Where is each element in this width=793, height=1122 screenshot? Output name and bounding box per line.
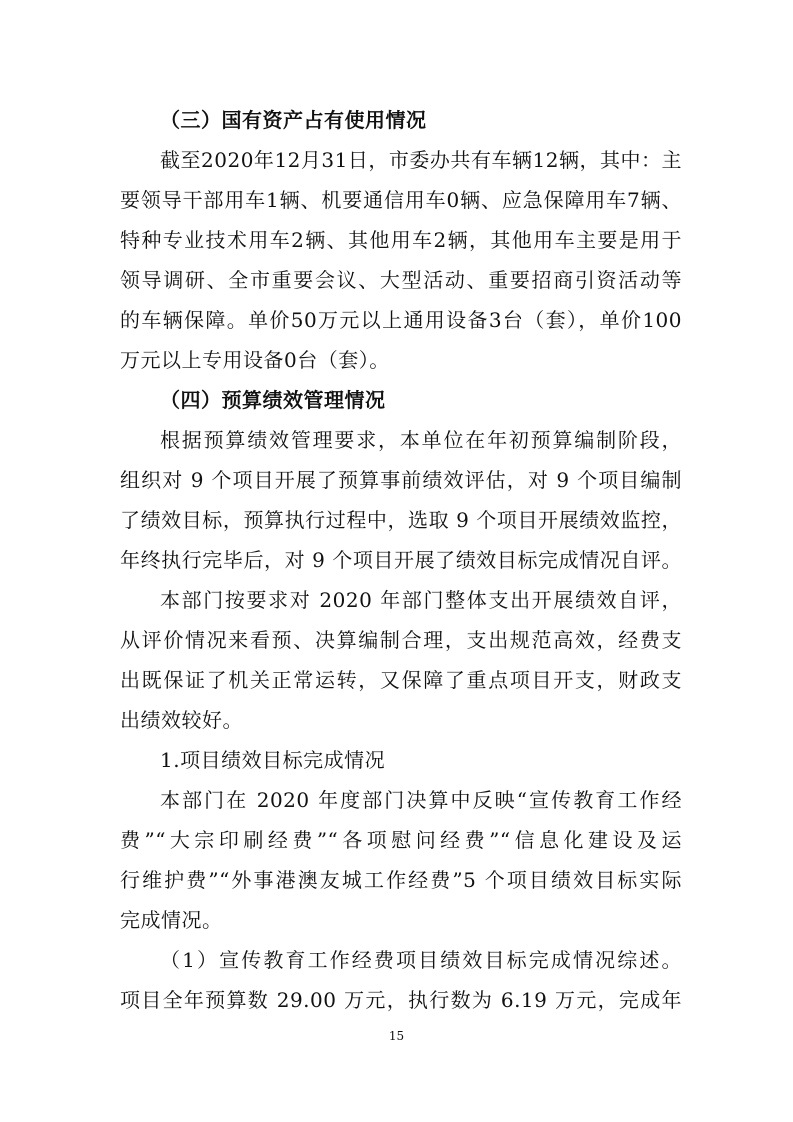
paragraph-line: 行维护费”“外事港澳友城工作经费”5 个项目绩效目标实际 (120, 868, 682, 892)
paragraph-line: 出既保证了机关正常运转，又保障了重点项目开支，财政支 (120, 668, 682, 692)
paragraph-line: 要领导干部用车1辆、机要通信用车0辆、应急保障用车7辆、 (120, 188, 682, 212)
section-heading-state-assets: （三）国有资产占有使用情况 (160, 108, 427, 132)
paragraph-line: 完成情况。 (120, 908, 223, 932)
paragraph-line: 从评价情况来看预、决算编制合理，支出规范高效，经费支 (120, 628, 682, 652)
paragraph-line: 本部门在 2020 年度部门决算中反映“宣传教育工作经 (160, 788, 682, 812)
paragraph-line: 本部门按要求对 2020 年部门整体支出开展绩效自评， (160, 588, 682, 612)
paragraph-line: （1）宣传教育工作经费项目绩效目标完成情况综述。 (160, 948, 682, 972)
page-number: 15 (388, 1029, 405, 1043)
paragraph-line: 年终执行完毕后，对 9 个项目开展了绩效目标完成情况自评。 (120, 548, 682, 572)
paragraph-line: 了绩效目标，预算执行过程中，选取 9 个项目开展绩效监控， (120, 508, 682, 532)
paragraph-line: 截至2020年12月31日，市委办共有车辆12辆，其中：主 (160, 148, 682, 172)
paragraph-line: 项目全年预算数 29.00 万元，执行数为 6.19 万元，完成年 (120, 988, 682, 1012)
paragraph-line: 的车辆保障。单价50万元以上通用设备3台（套），单价100 (120, 308, 682, 332)
paragraph-line: 根据预算绩效管理要求，本单位在年初预算编制阶段， (160, 428, 682, 452)
paragraph-line: 特种专业技术用车2辆、其他用车2辆，其他用车主要是用于 (120, 228, 682, 252)
paragraph-line: 费”“大宗印刷经费”“各项慰问经费”“信息化建设及运 (120, 828, 682, 852)
subheading-project-goals: 1.项目绩效目标完成情况 (160, 748, 386, 772)
paragraph-line: 万元以上专用设备0台（套）。 (120, 348, 390, 372)
paragraph-line: 领导调研、全市重要会议、大型活动、重要招商引资活动等 (120, 268, 682, 292)
paragraph-line: 组织对 9 个项目开展了预算事前绩效评估，对 9 个项目编制 (120, 468, 682, 492)
section-heading-performance: （四）预算绩效管理情况 (160, 388, 386, 412)
paragraph-line: 出绩效较好。 (120, 708, 243, 732)
